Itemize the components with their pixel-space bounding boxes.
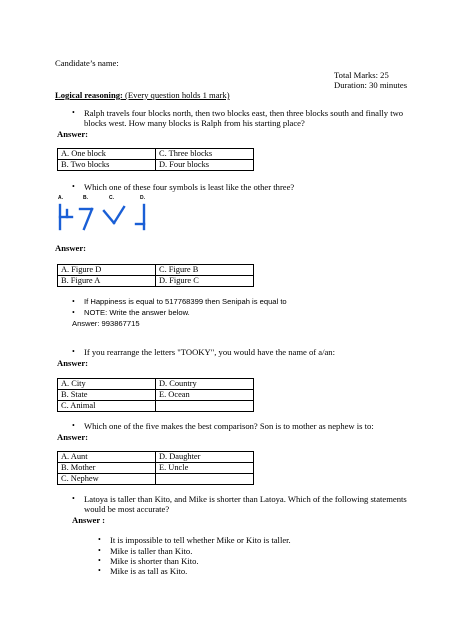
figure-label-d: D. (140, 195, 145, 201)
q3-answer: Answer: 993867715 (72, 319, 140, 328)
option-cell: D. Four blocks (156, 160, 254, 171)
q1-text-line2: blocks west. How many blocks is Ralph from his starting place? (84, 118, 305, 128)
q1-text-line1: Ralph travels four blocks north, then two blocks east, then three blocks south and finally two (84, 108, 404, 118)
table-row (58, 474, 254, 485)
option-cell: C. Figure B (156, 265, 254, 276)
bullet-icon: • (72, 182, 75, 191)
q6-choice: It is impossible to tell whether Mike or Kito is taller. (110, 535, 291, 545)
q6-choice: Mike is taller than Kito. (110, 546, 193, 556)
q4-options-table (57, 378, 254, 412)
symbol-d-icon (136, 205, 144, 229)
bullet-icon: • (98, 556, 101, 565)
option-cell: A. City (58, 379, 156, 390)
q6-text-line2: would be most accurate? (84, 504, 170, 514)
section-heading (55, 90, 230, 100)
q6-choice: Mike is shorter than Kito. (110, 556, 199, 566)
bullet-icon: • (72, 297, 75, 306)
total-marks: Total Marks: 25 (334, 70, 389, 80)
bullet-icon: • (98, 566, 101, 575)
q2-answer-label: Answer: (55, 243, 87, 253)
figure-label-a: A. (58, 195, 63, 201)
q2-options-table (57, 264, 254, 287)
q6-choice: Mike is as tall as Kito. (110, 566, 188, 576)
bullet-icon: • (98, 535, 101, 544)
bullet-icon: • (72, 494, 75, 503)
option-cell: C. Animal (58, 401, 156, 412)
table-row (58, 401, 254, 412)
q3-note: NOTE: Write the answer below. (84, 308, 190, 317)
option-cell: A. Figure D (58, 265, 156, 276)
table-row (58, 276, 254, 287)
option-cell: E. Uncle (156, 463, 254, 474)
q6-text-line1: Latoya is taller than Kito, and Mike is shorter than Latoya. Which of the following statements (84, 494, 407, 504)
q3-text: If Happiness is equal to 517768399 then Senipah is equal to (84, 297, 287, 306)
table-row (58, 463, 254, 474)
option-cell: D. Figure C (156, 276, 254, 287)
option-cell: E. Ocean (156, 390, 254, 401)
q6-answer-label: Answer : (72, 515, 106, 525)
duration: Duration: 30 minutes (334, 80, 408, 90)
bullet-icon: • (72, 421, 75, 430)
option-cell: C. Nephew (58, 474, 156, 485)
option-cell (156, 474, 254, 485)
candidate-name-label: Candidate’s name: (55, 58, 119, 68)
option-cell: B. Figure A (58, 276, 156, 287)
option-cell: A. One block (58, 149, 156, 160)
option-cell: A. Aunt (58, 452, 156, 463)
q5-text: Which one of the five makes the best comparison? Son is to mother as nephew is to: (84, 421, 374, 431)
option-cell: B. Mother (58, 463, 156, 474)
option-cell: C. Three blocks (156, 149, 254, 160)
symbol-a-icon (60, 205, 72, 229)
bullet-icon: • (72, 347, 75, 356)
table-row (58, 379, 254, 390)
symbols-figure (56, 193, 156, 233)
symbol-b-icon (80, 209, 92, 229)
option-cell: D. Daughter (156, 452, 254, 463)
table-row (58, 452, 254, 463)
option-cell: B. State (58, 390, 156, 401)
figure-label-b: B. (83, 195, 88, 201)
bullet-icon: • (72, 108, 75, 117)
section-note: (Every question holds 1 mark) (125, 90, 230, 100)
table-row (58, 265, 254, 276)
table-row (58, 149, 254, 160)
option-cell (156, 401, 254, 412)
bullet-icon: • (72, 308, 75, 317)
q1-options-table (57, 148, 254, 171)
q5-answer-label: Answer: (57, 432, 89, 442)
bullet-icon: • (98, 546, 101, 555)
table-row (58, 160, 254, 171)
table-row (58, 390, 254, 401)
symbol-c-icon (104, 207, 124, 223)
q4-answer-label: Answer: (57, 358, 89, 368)
section-title: Logical reasoning: (55, 90, 126, 100)
q4-text: If you rearrange the letters "TOOKY", you would have the name of a/an: (84, 347, 335, 357)
q5-options-table (57, 451, 254, 485)
q2-text: Which one of these four symbols is least like the other three? (84, 182, 295, 192)
option-cell: D. Country (156, 379, 254, 390)
q1-answer-label: Answer: (57, 129, 89, 139)
option-cell: B. Two blocks (58, 160, 156, 171)
figure-label-c: C. (109, 195, 114, 201)
